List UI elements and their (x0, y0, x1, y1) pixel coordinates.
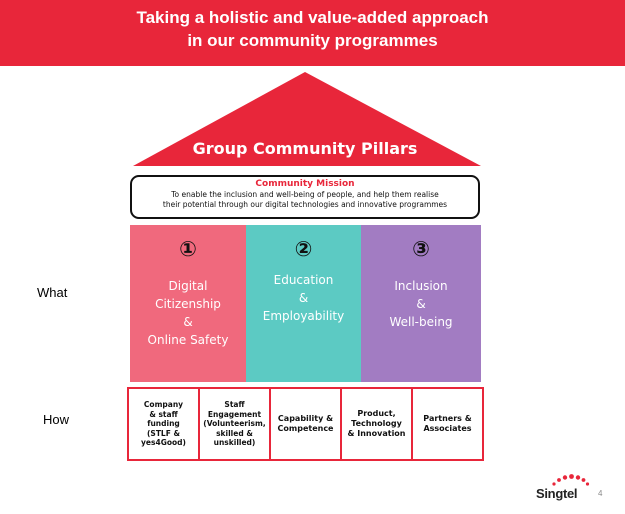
pillar-3-line-3: Well-being (389, 315, 453, 329)
pillar-2-line-1: Education (273, 273, 334, 287)
how-partners-associates: Partners & Associates (423, 414, 472, 433)
pillar-digital-citizenship (130, 225, 246, 382)
pillar-number-2: ② (294, 237, 313, 261)
singtel-logo-text: Singtel (536, 486, 578, 501)
mission-text-line-1: To enable the inclusion and well-being of people, and help them realise (171, 190, 439, 199)
pillar-3-line-2: & (416, 297, 426, 311)
pillar-education-employability (246, 225, 361, 382)
pillar-number-3: ③ (412, 237, 430, 261)
mission-text (132, 189, 478, 210)
pillar-3-label (361, 277, 481, 331)
how-product-technology-innovation: Product, Technology & Innovation (342, 389, 413, 459)
pillar-inclusion-wellbeing (361, 225, 481, 382)
pillar-1-label (130, 277, 246, 349)
how-capability-competence: Capability & Competence (271, 389, 342, 459)
pillar-2-line-2: & (298, 291, 309, 305)
pillar-1-line-4: Online Safety (147, 333, 229, 347)
pillar-2-line-3: Employability (262, 309, 345, 323)
pillar-1-line-1: Digital (168, 279, 208, 293)
page-number: 4 (598, 489, 603, 498)
pillar-2-label (246, 271, 361, 325)
how-label: How (43, 412, 70, 427)
pillar-number-1: ① (179, 237, 197, 261)
how-staff-engagement: Staff Engagement (Volunteerism, skilled & unskilled) (200, 389, 271, 459)
pillar-3-line-1: Inclusion (394, 279, 448, 293)
pillar-1-line-3: & (183, 315, 193, 329)
roof-title: Group Community Pillars (192, 139, 418, 158)
header-title-line-2: in our community programmes (187, 31, 438, 50)
header-title-line-1: Taking a holistic and value-added approach (136, 8, 489, 27)
mission-text-line-2: their potential through our digital technologies and innovative programmes (162, 200, 448, 209)
pillar-1-line-2: Citizenship (155, 297, 221, 311)
mission-title: Community Mission (255, 179, 355, 189)
what-label: What (37, 285, 68, 300)
how-company-staff-funding: Company & staff funding (STLF & yes4Good) (129, 389, 200, 459)
how-foundation-row (127, 387, 484, 461)
community-mission-box (130, 175, 480, 219)
